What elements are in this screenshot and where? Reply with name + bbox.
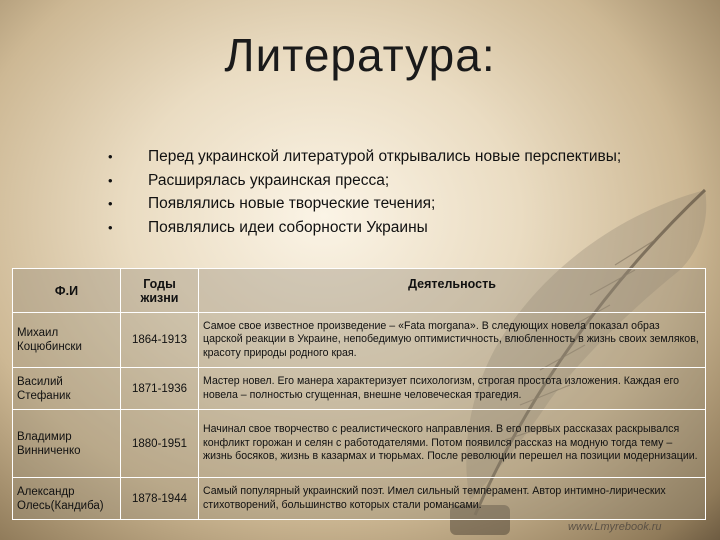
table-row: [13, 410, 706, 478]
bullet-dot-icon: •: [108, 219, 113, 235]
cell-years: 1864-1913: [121, 313, 199, 368]
watermark: www.Lmyrebook.ru: [568, 521, 662, 533]
cell-activity: Самое свое известное произведение – «Fata morgana». В следующих новела показал образ царской реакции в Украине, непобедимую оптимистичность, влюбленность в жизнь своих земляков, красоту природы родного края.: [199, 313, 706, 368]
bullet-item: [108, 145, 621, 169]
table-row: [13, 313, 706, 368]
cell-name: Василий Стефаник: [13, 368, 121, 410]
cell-years: 1871-1936: [121, 368, 199, 410]
cell-name: Михаил Коцюбински: [13, 313, 121, 368]
bullet-dot-icon: •: [108, 172, 113, 188]
cell-activity: Самый популярный украинский поэт. Имел сильный темперамент. Автор интимно-лирических стихотворений, большинство которых стали романсами.: [199, 478, 706, 520]
bullet-dot-icon: •: [108, 149, 113, 164]
table-header-row: [13, 269, 706, 313]
bullet-list: [108, 145, 621, 239]
bullet-item: [108, 169, 621, 193]
bullet-text: Перед украинской литературой открывались новые перспективы;: [148, 148, 622, 165]
bullet-item: [108, 216, 621, 240]
bullet-text: Появлялись идеи соборности Украины: [148, 218, 428, 236]
bullet-item: [108, 192, 621, 216]
bullet-text: Расширялась украинская пресса;: [148, 171, 390, 189]
bullet-text: Появлялись новые творческие течения;: [148, 195, 436, 212]
writers-table: [12, 268, 706, 520]
cell-name: Владимир Винниченко: [13, 410, 121, 478]
cell-activity: Мастер новел. Его манера характеризует психологизм, строгая простота изложения. Каждая его новела – полностью сгущенная, внешне человеческая трагедия.: [199, 368, 706, 410]
table-row: [13, 478, 706, 520]
header-activity: Деятельность: [199, 269, 706, 313]
cell-years: 1880-1951: [121, 410, 199, 478]
table-row: [13, 368, 706, 410]
cell-name: Александр Олесь(Кандиба): [13, 478, 121, 520]
cell-activity: Начинал свое творчество с реалистического направления. В его первых рассказах раскрывался конфликт горожан и селян с работодателями. Потом появился рассказ на модную тогда тему – жизнь босяков, жизнь в казармах и тюрьмах. После революции перешел на позиции модернизации.: [199, 410, 706, 478]
cell-years: 1878-1944: [121, 478, 199, 520]
header-years: Годы жизни: [121, 269, 199, 313]
slide-title: Литература:: [224, 29, 496, 81]
bullet-dot-icon: •: [108, 196, 113, 211]
header-name: Ф.И: [13, 269, 121, 313]
